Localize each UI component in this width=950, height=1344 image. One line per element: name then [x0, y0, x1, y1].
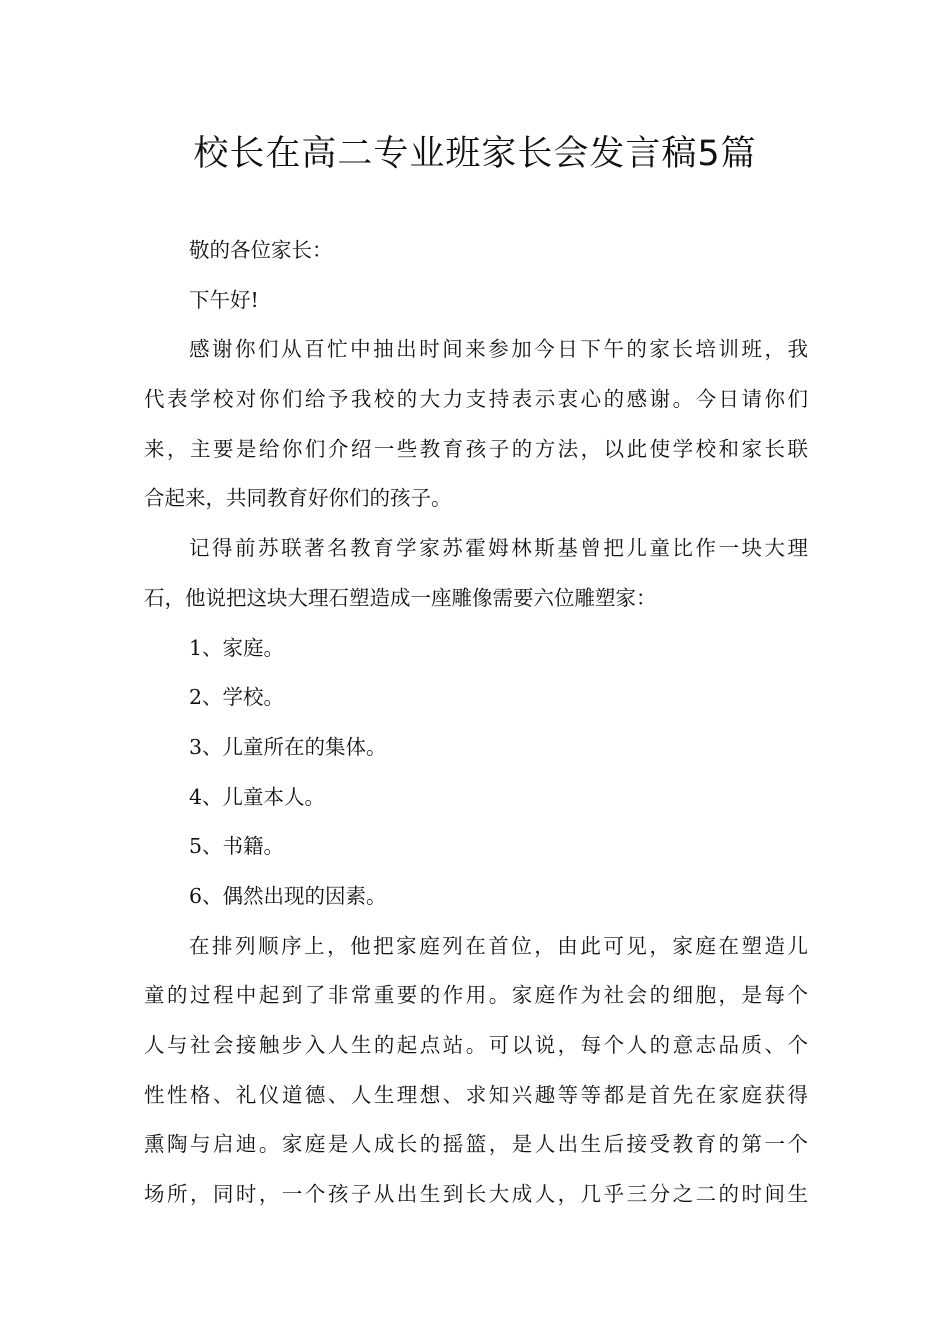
document-title: 校长在高二专业班家长会发言稿5篇: [193, 134, 757, 174]
text-line: 敬的各位家长：: [189, 238, 333, 262]
document-body: [144, 226, 808, 1220]
text-line: 场所，同时，一个孩子从出生到长大成人，几乎三分之二的时间生: [144, 1182, 808, 1207]
text-line: 人与社会接触步入人生的起点站。可以说，每个人的意志品质、个: [144, 1033, 808, 1057]
text-line: 下午好!: [189, 287, 259, 312]
list-item: 3、儿童所在的集体。: [189, 734, 387, 759]
text-line: 合起来，共同教育好你们的孩子。: [144, 486, 452, 511]
list-item: 2、学校。: [189, 685, 285, 710]
list-item: 4、儿童本人。: [189, 784, 326, 809]
text-line: 代表学校对你们给予我校的大力支持表示衷心的感谢。今日请你们: [144, 387, 808, 412]
list-item: 1、家庭。: [189, 635, 285, 660]
text-line: 感谢你们从百忙中抽出时间来参加今日下午的家长培训班，我: [189, 337, 808, 362]
text-line: 记得前苏联著名教育学家苏霍姆林斯基曾把儿童比作一块大理: [189, 536, 808, 561]
text-line: 在排列顺序上，他把家庭列在首位，由此可见，家庭在塑造儿: [189, 933, 808, 958]
text-line: 性性格、礼仪道德、人生理想、求知兴趣等等都是首先在家庭获得: [144, 1082, 808, 1107]
list-item: 5、书籍。: [189, 834, 285, 859]
text-line: 熏陶与启迪。家庭是人成长的摇篮，是人出生后接受教育的第一个: [144, 1132, 808, 1157]
text-line: 石，他说把这块大理石塑造成一座雕像需要六位雕塑家：: [144, 585, 657, 610]
list-item: 6、偶然出现的因素。: [189, 883, 387, 908]
text-line: 来，主要是给你们介绍一些教育孩子的方法，以此使学校和家长联: [144, 436, 808, 461]
text-line: 童的过程中起到了非常重要的作用。家庭作为社会的细胞，是每个: [144, 983, 808, 1008]
